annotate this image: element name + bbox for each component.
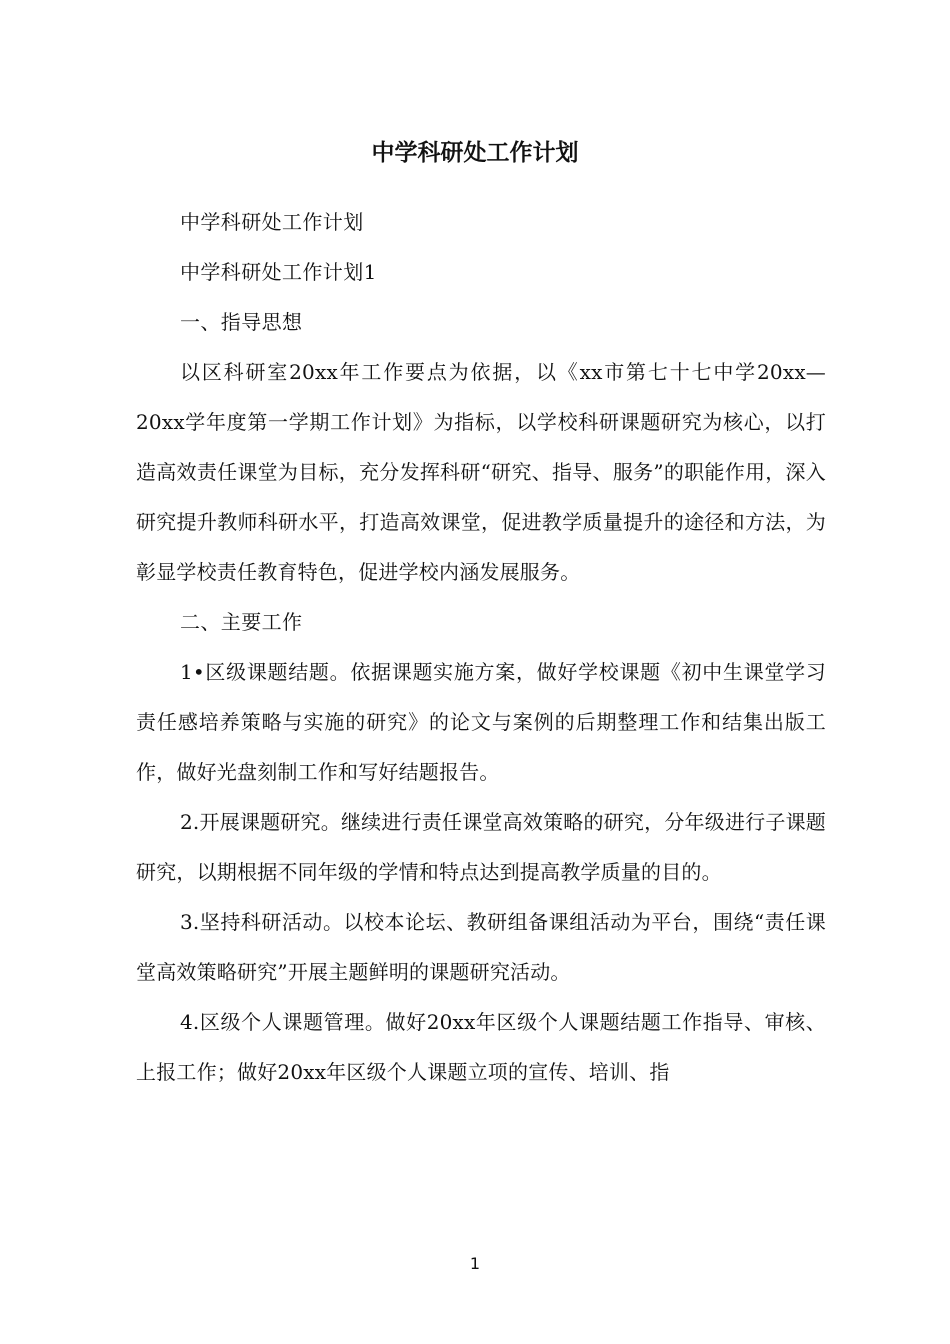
- subtitle: 中学科研处工作计划: [180, 210, 364, 234]
- paragraph-work-item-1: 1•区级课题结题。依据课题实施方案，做好学校课题《初中生课堂学习责任感培养策略与实施的研究》的论文与案例的后期整理工作和结集出版工作，做好光盘刻制工作和写好结题报告。: [136, 660, 826, 784]
- document-body: [136, 197, 826, 1097]
- paragraph-work-item-2: 2.开展课题研究。继续进行责任课堂高效策略的研究，分年级进行子课题研究，以期根据不同年级的学情和特点达到提高教学质量的目的。: [136, 810, 826, 884]
- paragraph-work-item-3: 3.坚持科研活动。以校本论坛、教研组备课组活动为平台，围绕“责任课堂高效策略研究”开展主题鲜明的课题研究活动。: [136, 910, 826, 984]
- document-title: 中学科研处工作计划: [371, 140, 579, 166]
- heading-main-work: 二、主要工作: [180, 610, 303, 634]
- page-number: 1: [469, 1254, 481, 1273]
- paragraph-guiding-ideology: 以区科研室20xx年工作要点为依据，以《xx市第七十七中学20xx—20xx学年度第一学期工作计划》为指标，以学校科研课题研究为核心，以打造高效责任课堂为目标，充分发挥科研“研究、指导、服务”的职能作用，深入研究提升教师科研水平，打造高效课堂，促进教学质量提升的途径和方法，为彰显学校责任教育特色，促进学校内涵发展服务。: [136, 360, 826, 584]
- paragraph-work-item-4: 4.区级个人课题管理。做好20xx年区级个人课题结题工作指导、审核、上报工作；做好20xx年区级个人课题立项的宣传、培训、指: [136, 1010, 826, 1084]
- heading-guiding-ideology: 一、指导思想: [180, 310, 303, 334]
- section-title: 中学科研处工作计划1: [180, 260, 377, 284]
